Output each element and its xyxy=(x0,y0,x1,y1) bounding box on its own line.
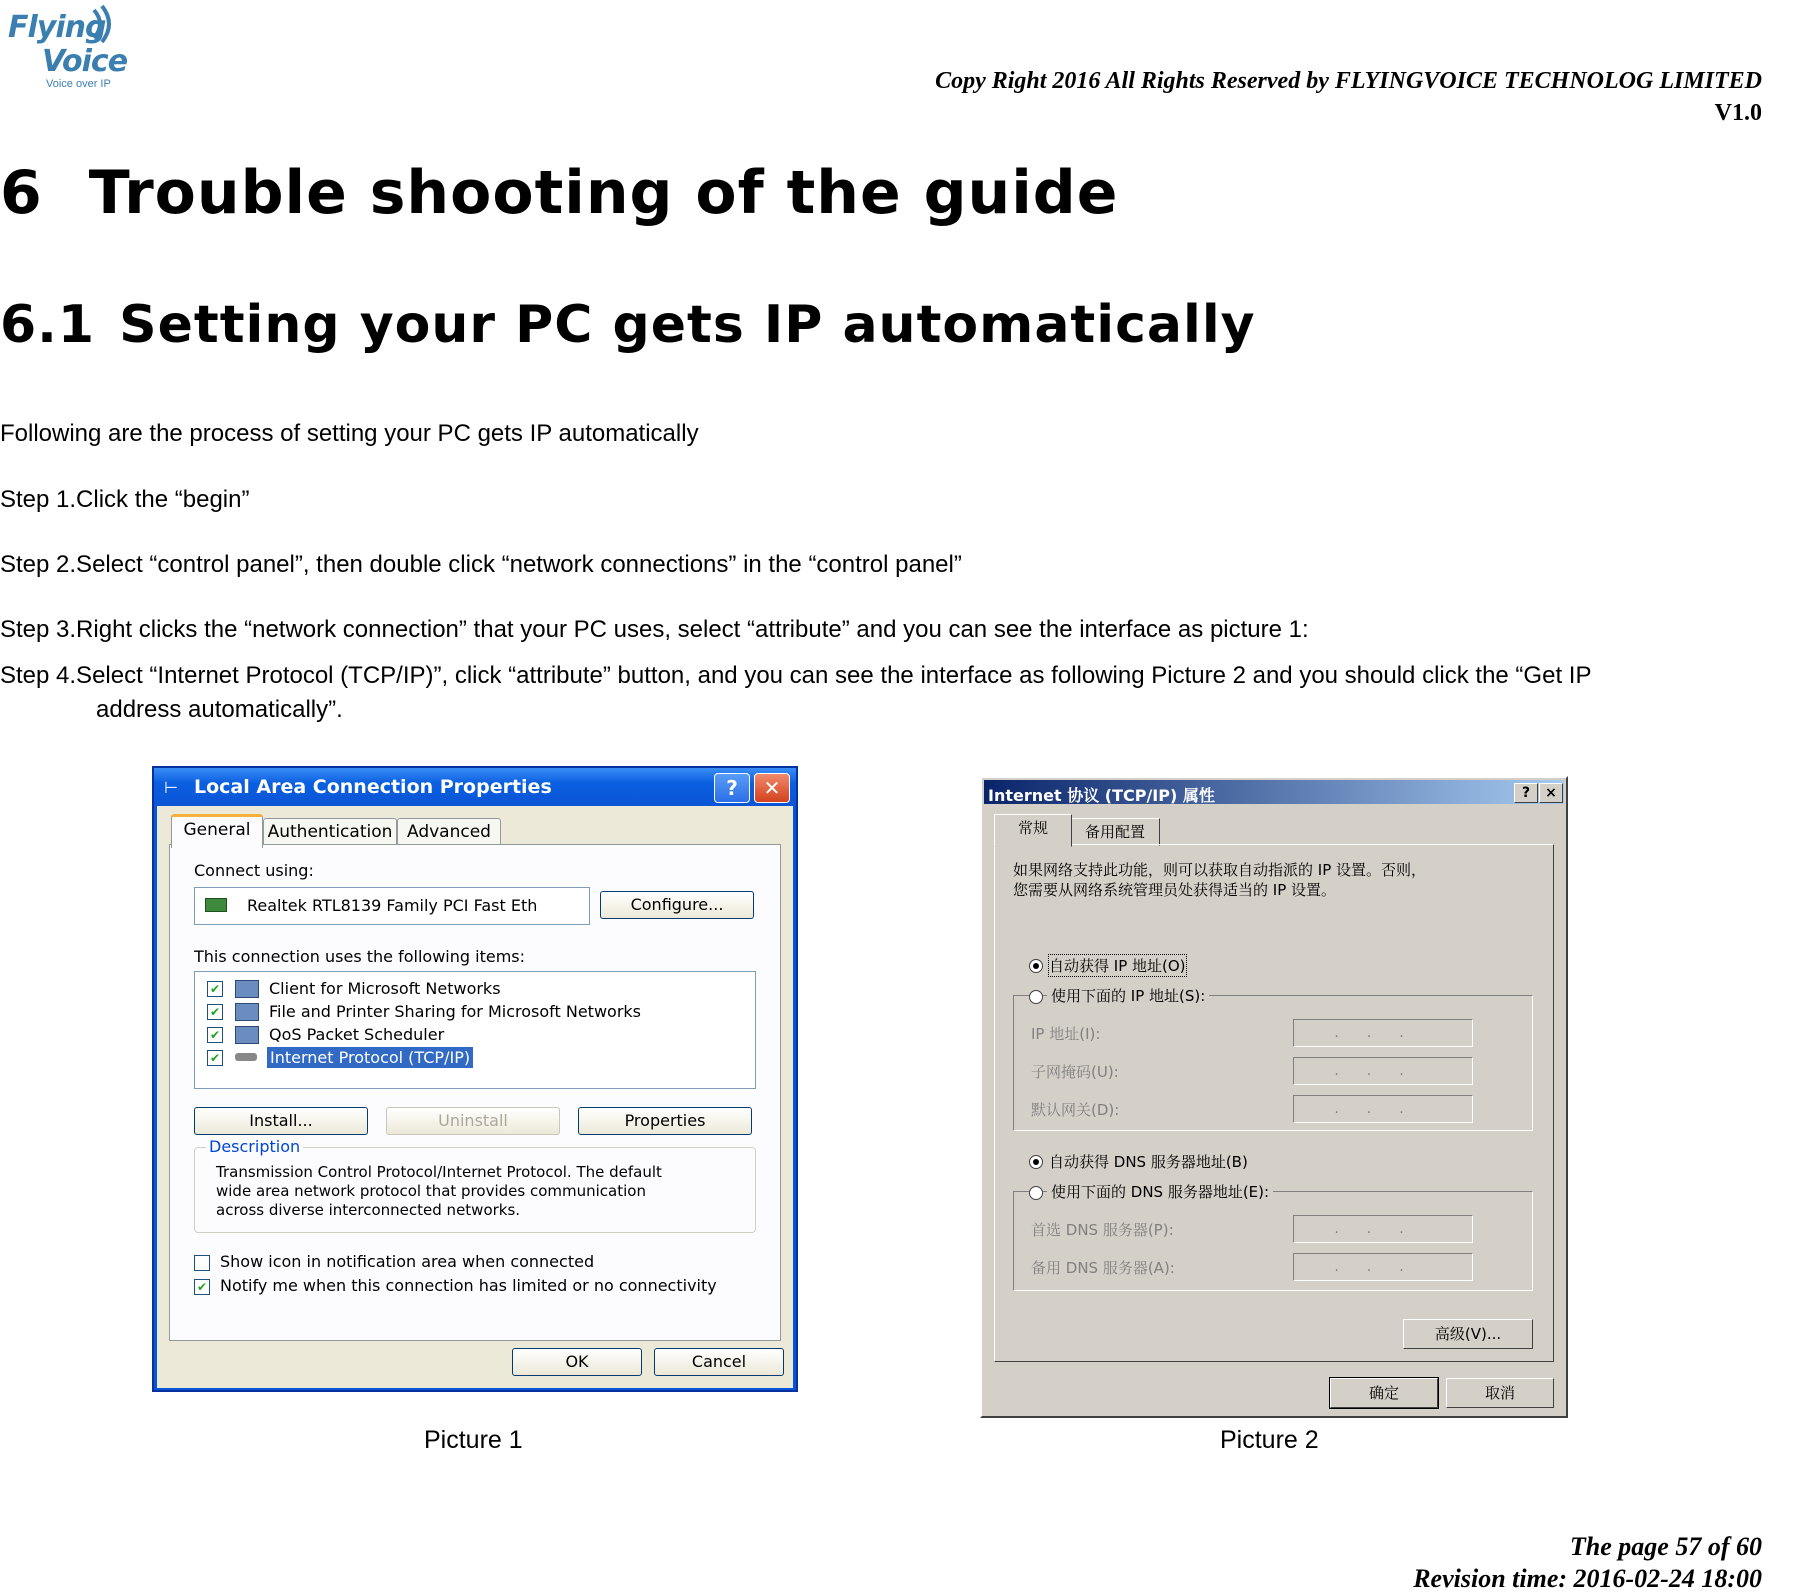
dialog-titlebar xyxy=(154,768,796,806)
notify-label: Notify me when this connection has limited or no connectivity xyxy=(220,1276,717,1295)
tab-authentication[interactable]: Authentication xyxy=(263,818,397,845)
list-item[interactable] xyxy=(207,978,747,1000)
dialog-title: Internet 协议 (TCP/IP) 属性 xyxy=(988,786,1215,805)
adapter-field xyxy=(194,887,590,925)
help-button[interactable]: ? xyxy=(1514,783,1538,803)
auto-dns-radio[interactable] xyxy=(1029,1155,1043,1169)
logo-line2: Voice xyxy=(42,44,128,79)
uninstall-button[interactable]: Uninstall xyxy=(386,1107,560,1135)
picture-2-caption: Picture 2 xyxy=(1220,1426,1319,1454)
section-number: 6.1 xyxy=(0,295,96,355)
alternate-dns-label: 备用 DNS 服务器(A): xyxy=(1031,1259,1175,1277)
network-icon: ⊢ xyxy=(164,778,178,797)
alternate-dns-field[interactable]: ... xyxy=(1293,1253,1473,1281)
signal-wave-icon xyxy=(90,4,120,44)
item-label: File and Printer Sharing for Microsoft Networks xyxy=(269,1002,641,1021)
description-line: across diverse interconnected networks. xyxy=(216,1201,521,1219)
step-3: Step 3.Right clicks the “network connection” that your PC uses, select “attribute” and you can see the interface as picture 1: xyxy=(0,616,1309,643)
step-2: Step 2.Select “control panel”, then double click “network connections” in the “control panel” xyxy=(0,551,962,578)
qos-icon xyxy=(235,1026,259,1044)
dialog-title: Local Area Connection Properties xyxy=(194,776,552,798)
manual-ip-label: 使用下面的 IP 地址(S): xyxy=(1047,985,1209,1006)
copyright-notice: Copy Right 2016 All Rights Reserved by FLYINGVOICE TECHNOLOG LIMITED xyxy=(935,68,1762,94)
document-version: V1.0 xyxy=(1714,100,1762,126)
chapter-number: 6 xyxy=(0,158,43,228)
step-4: Step 4.Select “Internet Protocol (TCP/IP)”, click “attribute” button, and you can see the interface as following Picture 2 and you should click the “Get IP xyxy=(0,662,1592,689)
tab-alternate-config[interactable]: 备用配置 xyxy=(1070,818,1160,846)
close-button[interactable]: × xyxy=(1539,783,1563,803)
cancel-button[interactable]: 取消 xyxy=(1446,1378,1554,1408)
network-card-icon xyxy=(205,898,227,912)
general-tab-page xyxy=(994,844,1554,1362)
dialog-titlebar xyxy=(984,780,1564,804)
item-checkbox[interactable]: ✔ xyxy=(207,1050,223,1066)
list-item-selected[interactable] xyxy=(207,1047,747,1069)
auto-ip-radio[interactable] xyxy=(1029,959,1043,973)
items-label: This connection uses the following items: xyxy=(194,947,525,966)
connect-using-label: Connect using: xyxy=(194,861,314,880)
item-checkbox[interactable]: ✔ xyxy=(207,1004,223,1020)
manual-ip-radio[interactable] xyxy=(1029,990,1043,1004)
tab-general[interactable]: 常规 xyxy=(994,814,1072,847)
client-icon xyxy=(235,980,259,998)
ip-address-field[interactable]: ... xyxy=(1293,1019,1473,1047)
section-heading xyxy=(0,295,1256,355)
list-item[interactable] xyxy=(207,1001,747,1023)
intro-line: 您需要从网络系统管理员处获得适当的 IP 设置。 xyxy=(1013,881,1337,899)
ip-address-label: IP 地址(I): xyxy=(1031,1025,1101,1043)
notify-checkbox[interactable]: ✔ xyxy=(194,1279,210,1295)
help-button[interactable]: ? xyxy=(714,773,750,803)
chapter-title: Trouble shooting of the guide xyxy=(88,158,1119,228)
auto-dns-label: 自动获得 DNS 服务器地址(B) xyxy=(1049,1153,1248,1171)
preferred-dns-label: 首选 DNS 服务器(P): xyxy=(1031,1221,1174,1239)
dialog-body xyxy=(157,806,793,1388)
tab-general[interactable]: General xyxy=(171,814,263,848)
protocol-icon xyxy=(235,1053,257,1061)
logo-subtitle: Voice over IP xyxy=(46,78,111,90)
cancel-button[interactable]: Cancel xyxy=(654,1348,784,1376)
ok-button[interactable]: OK xyxy=(512,1348,642,1376)
auto-ip-label: 自动获得 IP 地址(O) xyxy=(1049,957,1186,975)
description-line: Transmission Control Protocol/Internet Protocol. The default xyxy=(216,1163,662,1181)
gateway-field[interactable]: ... xyxy=(1293,1095,1473,1123)
chapter-heading xyxy=(0,158,1118,228)
close-button[interactable]: ✕ xyxy=(754,773,790,803)
step-1: Step 1.Click the “begin” xyxy=(0,486,250,513)
preferred-dns-field[interactable]: ... xyxy=(1293,1215,1473,1243)
install-button[interactable]: Install... xyxy=(194,1107,368,1135)
item-label: Client for Microsoft Networks xyxy=(269,979,501,998)
ok-button[interactable]: 确定 xyxy=(1330,1378,1438,1408)
advanced-button[interactable]: 高级(V)... xyxy=(1403,1319,1533,1349)
local-area-connection-dialog xyxy=(152,766,798,1392)
item-label: QoS Packet Scheduler xyxy=(269,1025,445,1044)
adapter-name: Realtek RTL8139 Family PCI Fast Eth xyxy=(247,896,538,915)
item-checkbox[interactable]: ✔ xyxy=(207,1027,223,1043)
description-legend: Description xyxy=(206,1137,303,1156)
list-item[interactable] xyxy=(207,1024,747,1046)
subnet-mask-label: 子网掩码(U): xyxy=(1031,1063,1119,1081)
printer-sharing-icon xyxy=(235,1003,259,1021)
show-icon-checkbox[interactable] xyxy=(194,1255,210,1271)
manual-dns-radio[interactable] xyxy=(1029,1186,1043,1200)
item-checkbox[interactable]: ✔ xyxy=(207,981,223,997)
configure-button[interactable]: Configure... xyxy=(600,891,754,919)
item-label: Internet Protocol (TCP/IP) xyxy=(267,1047,473,1068)
tab-advanced[interactable]: Advanced xyxy=(397,818,501,845)
company-logo xyxy=(8,4,128,94)
show-icon-label: Show icon in notification area when connected xyxy=(220,1252,595,1271)
step-4-continued: address automatically”. xyxy=(96,696,343,723)
general-tab-page xyxy=(169,844,781,1341)
description-line: wide area network protocol that provides communication xyxy=(216,1182,646,1200)
manual-dns-label: 使用下面的 DNS 服务器地址(E): xyxy=(1047,1181,1273,1202)
picture-1-caption: Picture 1 xyxy=(424,1426,523,1454)
tcpip-properties-dialog xyxy=(980,776,1568,1418)
subnet-mask-field[interactable]: ... xyxy=(1293,1057,1473,1085)
intro-paragraph: Following are the process of setting your PC gets IP automatically xyxy=(0,420,699,447)
properties-button[interactable]: Properties xyxy=(578,1107,752,1135)
gateway-label: 默认网关(D): xyxy=(1031,1101,1120,1119)
page-number: The page 57 of 60 xyxy=(1569,1532,1762,1561)
components-list xyxy=(194,971,756,1089)
logo-line1: Flying xyxy=(8,10,106,45)
revision-time: Revision time: 2016-02-24 18:00 xyxy=(1413,1564,1762,1593)
section-title: Setting your PC gets IP automatically xyxy=(119,295,1256,355)
intro-line: 如果网络支持此功能，则可以获取自动指派的 IP 设置。否则， xyxy=(1013,861,1427,879)
